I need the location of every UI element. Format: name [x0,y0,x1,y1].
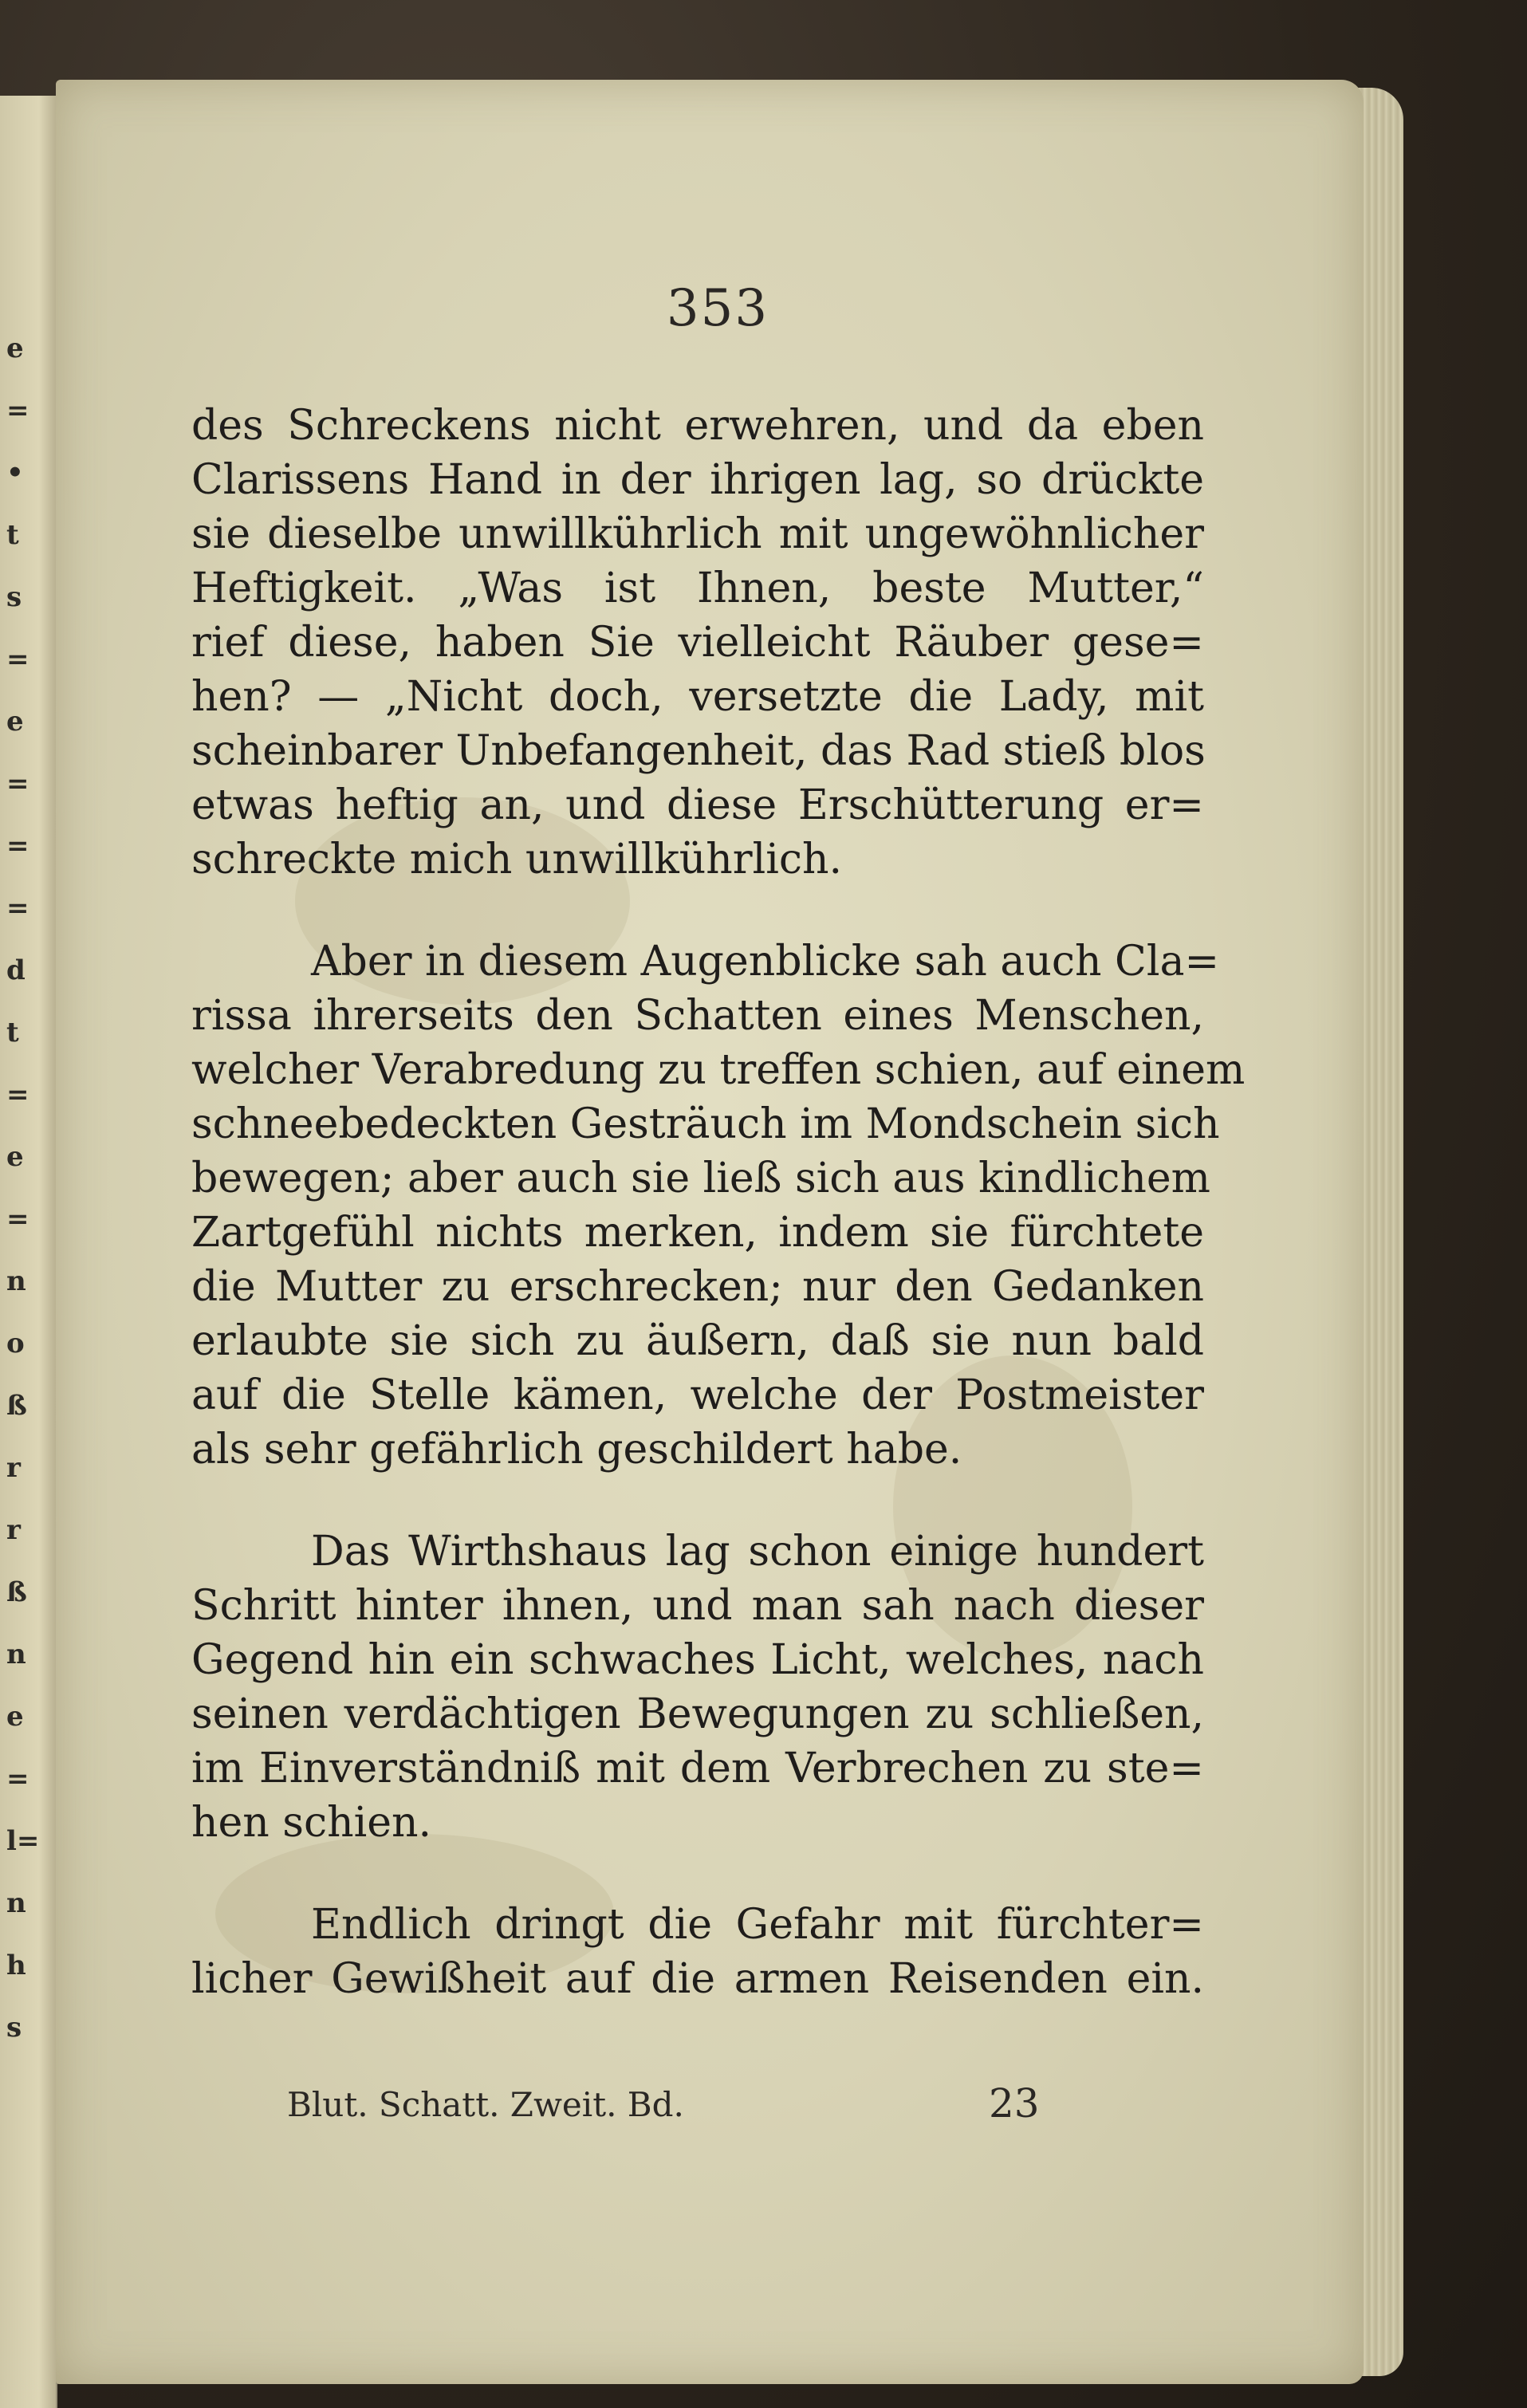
left-page-fragment: e [6,1141,24,1173]
left-page-fragment: = [6,1763,30,1795]
left-page-fragment: ß [6,1390,27,1422]
left-page-fragment: t [6,1017,19,1049]
left-page-fragment: r [6,1514,21,1546]
page-number: 353 [666,279,769,338]
left-page-fragment: o [6,1328,25,1359]
left-page-fragment: d [6,954,26,986]
left-page-fragment: = [6,892,30,924]
paragraph-gap [191,1477,1204,1525]
text-line: als sehr gefährlich geschildert habe. [191,1426,962,1474]
text-line: schreckte mich unwillkührlich. [191,836,842,883]
left-page-fragment: e [6,1701,24,1733]
text-line: hen schien. [191,1799,432,1847]
left-page-fragment: r [6,1452,21,1484]
left-page-fragment: n [6,1265,26,1297]
text-line: Das Wirthshaus lag schon einige hundert [311,1528,1204,1576]
left-page-fragment: e [6,332,24,364]
text-line: im Einverständniß mit dem Verbrechen zu ste= [191,1745,1204,1792]
text-line: seinen verdächtigen Bewegungen zu schließen, [191,1690,1204,1738]
text-line: scheinbarer Unbefangenheit, das Rad stieß blos [191,727,1206,775]
text-line: Aber in diesem Augenblicke sah auch Cla= [311,938,1220,986]
text-line: schneebedeckten Gesträuch im Mondschein sich [191,1100,1220,1148]
text-line: Zartgefühl nichts merken, indem sie fürchtete [191,1209,1204,1257]
left-page-fragment: • [6,457,24,489]
left-page-fragment: = [6,1203,30,1235]
body-text [191,399,1246,2006]
left-page-fragment: n [6,1887,26,1919]
text-line: rief diese, haben Sie vielleicht Räuber gese= [191,619,1204,667]
left-page-fragment: s [6,581,22,613]
text-line: Endlich dringt die Gefahr mit fürchter= [311,1901,1204,1949]
text-line: bewegen; aber auch sie ließ sich aus kindlichem [191,1155,1210,1202]
left-page-fragment: h [6,1950,26,1981]
left-page-fragment: s [6,2012,22,2044]
sheet-number: 23 [989,2080,1040,2127]
text-line: welcher Verabredung zu treffen schien, auf einem [191,1046,1246,1094]
text-line: hen? — „Nicht doch, versetzte die Lady, mit [191,673,1204,721]
left-page-fragment: n [6,1639,26,1670]
text-line: erlaubte sie sich zu äußern, daß sie nun bald [191,1317,1204,1365]
left-page-fragment: = [6,643,30,675]
text-line: licher Gewißheit auf die armen Reisenden ein. [191,1955,1204,2003]
text-line: des Schreckens nicht erwehren, und da eben [191,402,1204,450]
left-page-fragment: t [6,519,19,551]
text-line: Heftigkeit. „Was ist Ihnen, beste Mutter,“ [191,565,1204,612]
text-line: Schritt hinter ihnen, und man sah nach dieser [191,1582,1204,1630]
left-page-fragment: e [6,706,24,738]
paragraph-gap [191,887,1204,934]
text-line: auf die Stelle kämen, welche der Postmeister [191,1371,1204,1419]
book-page [56,80,1364,2384]
text-line: sie dieselbe unwillkührlich mit ungewöhnlicher [191,510,1204,558]
left-page-fragment: = [6,395,30,427]
left-facing-page-edge [0,96,57,2408]
text-line: Gegend hin ein schwaches Licht, welches, nach [191,1636,1204,1684]
left-page-fragment: = [6,768,30,800]
text-line: rissa ihrerseits den Schatten eines Menschen, [191,992,1204,1040]
paragraph-gap [191,1850,1204,1898]
text-line: die Mutter zu erschrecken; nur den Gedanken [191,1263,1204,1311]
left-page-fragment: l= [6,1825,40,1857]
left-page-fragment: = [6,830,30,862]
signature-mark: Blut. Schatt. Zweit. Bd. [287,2085,684,2124]
left-page-fragment: = [6,1079,30,1111]
text-line: Clarissens Hand in der ihrigen lag, so drückte [191,456,1204,504]
text-line: etwas heftig an, und diese Erschütterung er= [191,781,1204,829]
page-footer [191,2080,1204,2141]
left-page-fragment: ß [6,1576,27,1608]
